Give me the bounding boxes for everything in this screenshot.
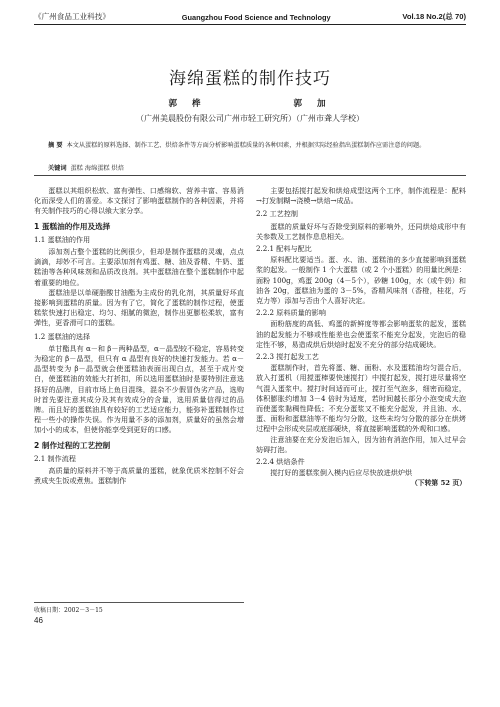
section-heading: 1.2 蛋糕油的选择 [34, 331, 91, 341]
journal-title-cn: 《广州食品工业科技》 [34, 12, 110, 21]
paragraph: 搅打好的蛋糕浆倒入模内后应尽快放进烘炉烘 [270, 468, 413, 478]
section-heading: 2.2 工艺控制 [256, 209, 298, 219]
paragraph: 蛋糕油是以单硬脂酸甘油酯为主成份的乳化剂，其质量好坏直接影响到蛋糕的质量。因为有了它，简化了蛋糕的制作过程，使蛋糕浆快速打出稳定、均匀、细腻的微泡，制作出更膨松柔软，富有弹性，更香滑可口的蛋糕。 [34, 287, 244, 328]
keywords-label: 关键词 [48, 165, 67, 172]
affiliation: （广州美晨股份有限公司广州市轻工研究所）（广州市聋人学校） [136, 114, 364, 123]
received-date-note: 收稿日期：2002－3－15 [34, 602, 244, 614]
paragraph: 主要包括搅打起发和烘焙成型这两个工序，制作流程是：配料→打发制糊→浇模→烘焙→成品。 [256, 186, 466, 206]
paragraph: 蛋糕以其组织松软、富有弹性、口感绵软、营养丰富、容易消化而深受人们的喜爱。本文探讨了影响蛋糕制作的各种因素，并将有关制作技巧的心得以飨大家分享。 [34, 186, 244, 216]
section-heading: 2.2.1 配料与配比 [256, 244, 312, 254]
authors [0, 97, 500, 109]
paragraph: 单甘酯具有 α－和 β－两种晶型，α－晶型较不稳定，容易转变为稳定的 β－晶型，但只有 α 晶型有良好的快速打发能力。若 α－晶型转变为 β－晶型就会使蛋糕油表面出现白点，甚至于成片变白，使蛋糕油的效能大打折扣，所以选用蛋糕油时是要特别注意选择好的品牌，目前市场上鱼目混珠，混杂不少假冒伪劣产品，选购时首先要注意其成分及其有效成分的含量，选用质量信得过的品牌。而且好的蛋糕油具有较好的工艺适应能力，能弥补蛋糕制作过程一些小的操作失误。作为用量不多的添加剂，质量好的虽然会增加小小的成本，但使你能享受到更好的口感。 [34, 343, 244, 435]
paragraph: 注意油要在充分发泡后加入，因为油有消泡作用，加入过早会妨碍打泡。 [256, 434, 466, 454]
section-heading: 2.2.4 烘焙条件 [256, 457, 305, 467]
section-heading: 1.1 蛋糕油的作用 [34, 234, 91, 244]
keywords [48, 163, 124, 172]
section-heading: 1 蛋糕油的作用及选择 [34, 221, 111, 231]
right-column [256, 186, 466, 489]
abstract-label: 摘 要 [48, 142, 63, 149]
section-heading: 2.1 制作流程 [34, 453, 76, 463]
abstract-text: 本文从蛋糕的原料选择、制作工艺、烘焙条件等方面分析影响蛋糕质量的各种因素，并根据实际经验指出蛋糕制作应需注意的问题。 [66, 142, 426, 149]
keywords-text: 蛋糕 海绵蛋糕 烘焙 [70, 165, 124, 172]
running-header [34, 8, 466, 25]
author-2: 郭 加 [293, 99, 332, 109]
paragraph: 原料配比要适当。蛋、水、油、蛋糕油的多少直接影响到蛋糕浆的起发。一般制作 1 个大蛋糕（或 2 个小蛋糕）的用量比例是：面粉 100g，鸡蛋 200g（4－5个），砂糖 100g，水（或牛奶）和油各 20g，蛋糕油为蛋的 3－5%，香精风味剂（香橙，桂花，巧克力等）添加与否由个人喜好决定。 [256, 255, 466, 306]
left-column [34, 186, 244, 486]
abstract [48, 141, 453, 151]
volume-info: Vol.18 No.2(总 70) [402, 12, 466, 21]
page-number: 46 [34, 616, 43, 625]
author-1: 郭 桦 [168, 99, 207, 109]
article-title: 海绵蛋糕的制作技巧 [169, 69, 331, 89]
paragraph: 面粉筋度的高低、鸡蛋的新鲜度等都会影响蛋浆的起发，蛋糕油的起发能力不够或性能差也会使蛋浆不能充分起发，完泡后的稳定性不够，易造成烘后烘焙时起发不充分的部分结成硬块。 [256, 319, 466, 349]
section-heading: 2.2.3 搅打起发工艺 [256, 352, 319, 362]
paragraph: 蛋糕的质量好坏与否除受到原料的影响外，还同烘焙成形中有关参数及工艺制作息息相关。 [256, 221, 466, 241]
paragraph: 高质量的原料并不等于高质量的蛋糕，就象优质米控制不好会煮成夹生饭或煮焦。蛋糕制作 [34, 466, 244, 486]
continued-note: （下转第 52 页） [411, 479, 466, 488]
section-heading: 2 制作过程的工艺控制 [34, 440, 111, 450]
journal-title-en: Guangzhou Food Science and Technology [181, 13, 331, 22]
paragraph: 蛋糕制作时，首先将蛋、糖、面粉、水及蛋糕油均匀混合后，放入打蛋机（用搅蛋棒要快速搅打）中搅打起发，搅打进尽量将空气混入蛋浆中。搅打时间适而可止，搅打至气泡多，细密而稳定，体积膨胀约增加 3－4 倍时为适度，若时间越长部分小泡变成大泡而使蛋浆黏稠性降低；不充分蛋浆又不能充分起发，并且油、水、蛋、面粉和蛋糕油等不能均匀分散，这些未均匀分散的部分在烘烤过程中会形成夹层或底部硬块，将直接影响蛋糕的外观和口感。 [256, 363, 466, 434]
section-heading: 2.2.2 原料质量的影响 [256, 308, 326, 318]
divider [34, 175, 466, 176]
paragraph: 添加剂占整个蛋糕的比例很少，但却是制作蛋糕的灵魂，点点滴滴，却妙不可言。主要添加剂有鸡蛋、糖、油及香精、牛奶、蛋糕油等各种风味剂和品质改良剂。其中蛋糕油在整个蛋糕制作中起着重要的地位。 [34, 247, 244, 287]
